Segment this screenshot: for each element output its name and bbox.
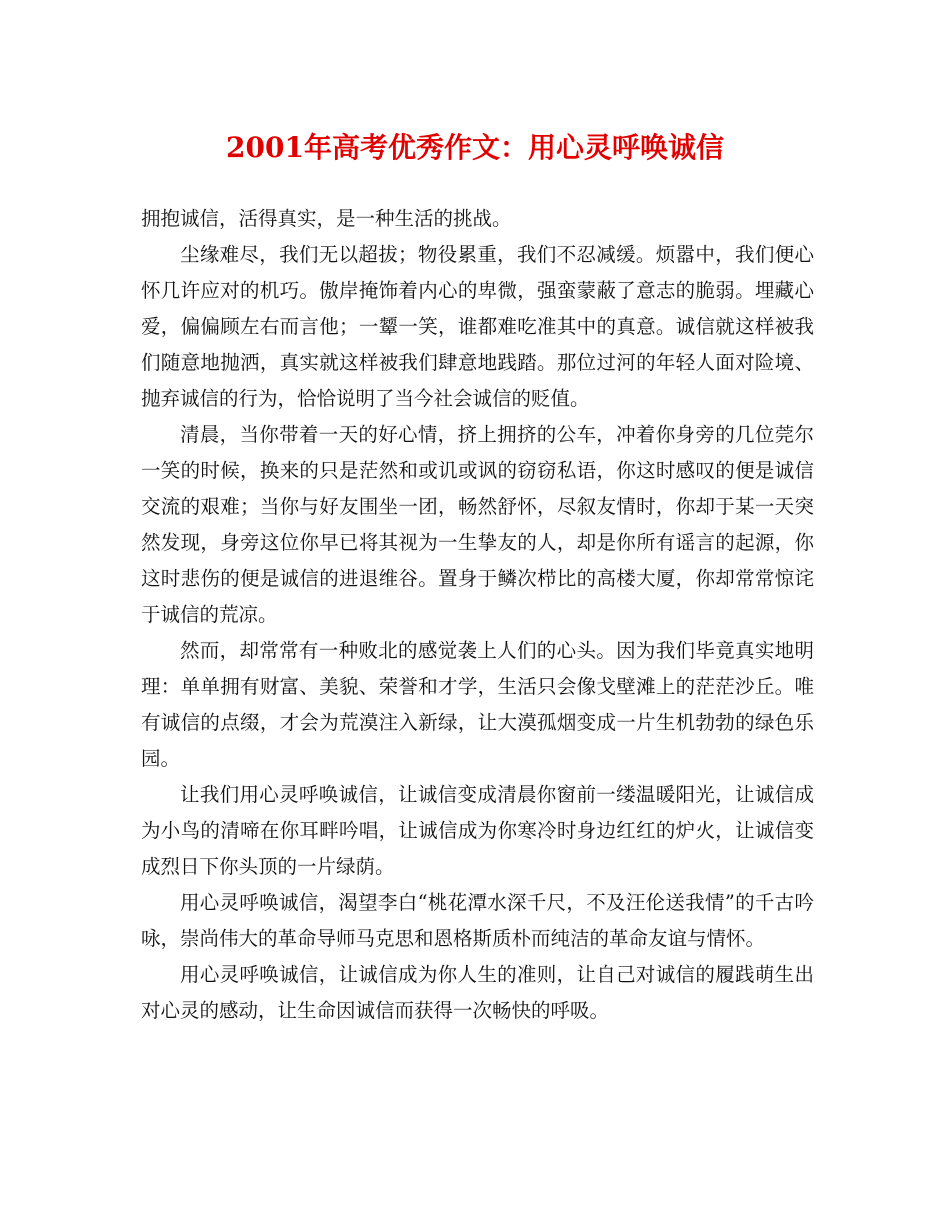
paragraph-6: 用心灵呼唤诚信，渴望李白“桃花潭水深千尺，不及汪伦送我情”的千古吟咏，崇尚伟大的革命导师马克思和恩格斯质朴而纯洁的革命友谊与情怀。 bbox=[141, 891, 814, 950]
document-body bbox=[141, 201, 814, 1029]
paragraph-4: 然而，却常常有一种败北的感觉袭上人们的心头。因为我们毕竟真实地明理：单单拥有财富、美貌、荣誉和才学，生活只会像戈壁滩上的茫茫沙丘。唯有诚信的点缀，才会为荒漠注入新绿，让大漠孤烟变成一片生机勃勃的绿色乐园。 bbox=[141, 639, 814, 770]
paragraph-1: 拥抱诚信，活得真实，是一种生活的挑战。 bbox=[141, 207, 512, 230]
document-title: 2001年高考优秀作文：用心灵呼唤诚信 bbox=[226, 131, 724, 164]
paragraph-2: 尘缘难尽，我们无以超拔；物役累重，我们不忍减缓。烦嚣中，我们便心怀几许应对的机巧。傲岸掩饰着内心的卑微，强蛮蒙蔽了意志的脆弱。埋藏心爱，偏偏顾左右而言他；一颦一笑，谁都难吃准其中的真意。诚信就这样被我们随意地抛洒，真实就这样被我们肆意地践踏。那位过河的年轻人面对险境、抛弃诚信的行为，恰恰说明了当今社会诚信的贬值。 bbox=[141, 243, 814, 410]
paragraph-3: 清晨，当你带着一天的好心情，挤上拥挤的公车，冲着你身旁的几位莞尔一笑的时候，换来的只是茫然和或讥或讽的窃窃私语，你这时感叹的便是诚信交流的艰难；当你与好友围坐一团，畅然舒怀，尽叙友情时，你却于某一天突然发现，身旁这位你早已将其视为一生挚友的人，却是你所有谣言的起源，你这时悲伤的便是诚信的进退维谷。置身于鳞次栉比的高楼大厦，你却常常惊诧于诚信的荒凉。 bbox=[141, 423, 814, 626]
paragraph-5: 让我们用心灵呼唤诚信，让诚信变成清晨你窗前一缕温暖阳光，让诚信成为小鸟的清啼在你耳畔吟唱，让诚信成为你寒冷时身边红红的炉火，让诚信变成烈日下你头顶的一片绿荫。 bbox=[141, 783, 814, 878]
paragraph-7: 用心灵呼唤诚信，让诚信成为你人生的准则，让自己对诚信的履践萌生出对心灵的感动，让生命因诚信而获得一次畅快的呼吸。 bbox=[141, 963, 814, 1022]
